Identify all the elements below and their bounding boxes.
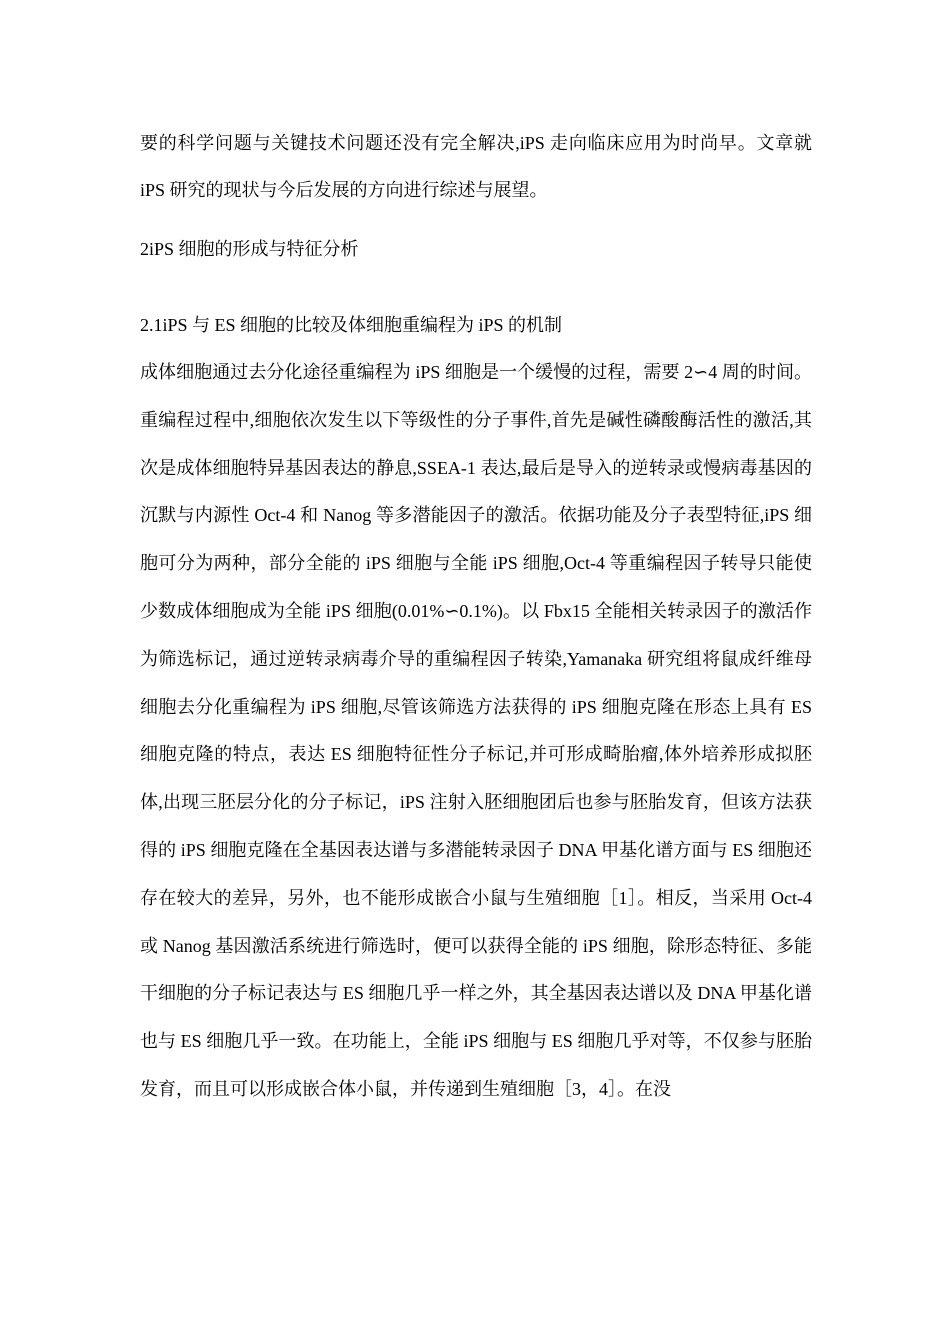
intro-paragraph: 要的科学问题与关键技术问题还没有完全解决,iPS 走向临床应用为时尚早。文章就 iPS 研究的现状与今后发展的方向进行综述与展望。	[140, 133, 812, 200]
body-paragraph: 成体细胞通过去分化途径重编程为 iPS 细胞是一个缓慢的过程，需要 2∽4 周的时间。重编程过程中,细胞依次发生以下等级性的分子事件,首先是碱性磷酸酶活性的激活,其次是成体细胞特异基因表达的静息,SSEA-1 表达,最后是导入的逆转录或慢病毒基因的沉默与内源性 Oct-4 和 Nanog 等多潜能因子的激活。依据功能及分子表型特征,iPS 细胞可分为两种，部分全能的 iPS 细胞与全能 iPS 细胞,Oct-4 等重编程因子转导只能使少数成体细胞成为全能 iPS 细胞(0.01%∽0.1%)。以 Fbx15 全能相关转录因子的激活作为筛选标记，通过逆转录病毒介导的重编程因子转染,Yamanaka 研究组将鼠成纤维母细胞去分化重编程为 iPS 细胞,尽管该筛选方法获得的 iPS 细胞克隆在形态上具有 ES 细胞克隆的特点，表达 ES 细胞特征性分子标记,并可形成畸胎瘤,体外培养形成拟胚体,出现三胚层分化的分子标记，iPS 注射入胚细胞团后也参与胚胎发育，但该方法获得的 iPS 细胞克隆在全基因表达谱与多潜能转录因子 DNA 甲基化谱方面与 ES 细胞还存在较大的差异，另外，也不能形成嵌合小鼠与生殖细胞［1］。相反，当采用 Oct-4 或 Nanog 基因激活系统进行筛选时，便可以获得全能的 iPS 细胞，除形态特征、多能干细胞的分子标记表达与 ES 细胞几乎一样之外，其全基因表达谱以及 DNA 甲基化谱也与 ES 细胞几乎一致。在功能上，全能 iPS 细胞与 ES 细胞几乎对等，不仅参与胚胎发育，而且可以形成嵌合体小鼠，并传递到生殖细胞［3，4］。在没	[140, 362, 812, 1099]
subsection-heading: 2.1iPS 与 ES 细胞的比较及体细胞重编程为 iPS 的机制	[140, 315, 563, 335]
section-heading: 2iPS 细胞的形成与特征分析	[140, 239, 359, 259]
